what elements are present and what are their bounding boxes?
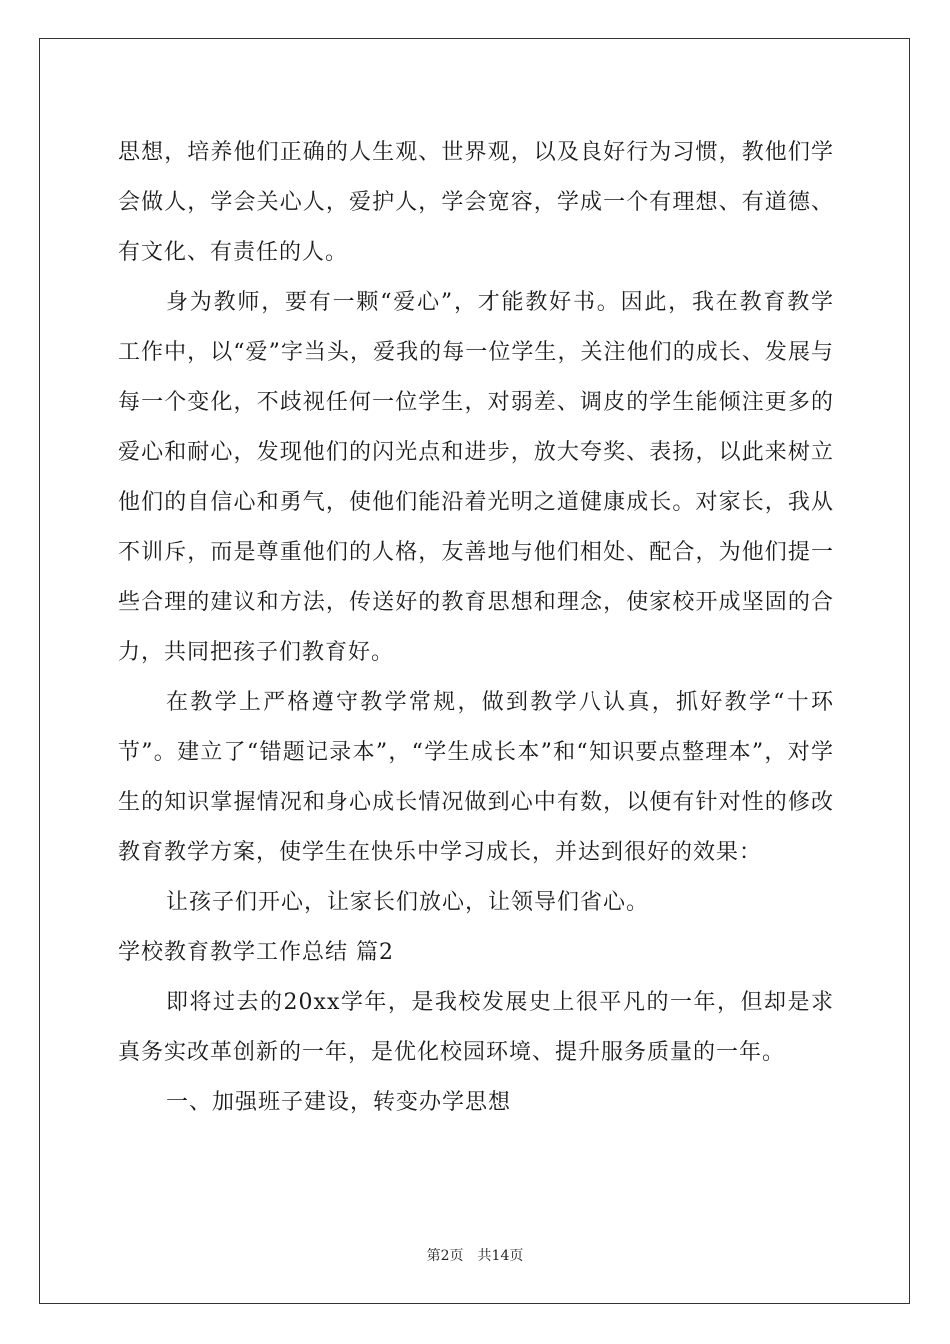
- paragraph-continuation: 思想，培养他们正确的人生观、世界观，以及良好行为习惯，教他们学会做人，学会关心人，爱护人，学会宽容，学成一个有理想、有道德、有文化、有责任的人。: [118, 140, 834, 265]
- page-total: 共14页: [477, 1248, 524, 1264]
- page-number: 第2页: [426, 1248, 464, 1264]
- section-title: 学校教育教学工作总结 篇2: [118, 940, 394, 965]
- paragraph-heading-one: 一、加强班子建设，转变办学思想: [166, 1090, 512, 1115]
- paragraph-school-year: 即将过去的20xx学年，是我校发展史上很平凡的一年，但却是求真务实改革创新的一年，是优化校园环境、提升服务质量的一年。: [118, 990, 834, 1065]
- paragraph-summary-line: 让孩子们开心，让家长们放心，让领导们省心。: [166, 890, 650, 915]
- page-footer: [0, 1245, 950, 1265]
- paragraph-love-heart: 身为教师，要有一颗“爱心”，才能教好书。因此，我在教育教学工作中，以“爱”字当头，爱我的每一位学生，关注他们的成长、发展与每一个变化，不歧视任何一位学生，对弱差、调皮的学生能倾注更多的爱心和耐心，发现他们的闪光点和进步，放大夸奖、表扬，以此来树立他们的自信心和勇气，使他们能沿着光明之道健康成长。对家长，我从不训斥，而是尊重他们的人格，友善地与他们相处、配合，为他们提一些合理的建议和方法，传送好的教育思想和理念，使家校开成坚固的合力，共同把孩子们教育好。: [118, 290, 834, 665]
- document-body: [118, 128, 834, 1128]
- paragraph-teaching-routine: 在教学上严格遵守教学常规，做到教学八认真，抓好教学“十环节”。建立了“错题记录本”，“学生成长本”和“知识要点整理本”，对学生的知识掌握情况和身心成长情况做到心中有数，以便有针对性的修改教育教学方案，使学生在快乐中学习成长，并达到很好的效果：: [118, 690, 834, 865]
